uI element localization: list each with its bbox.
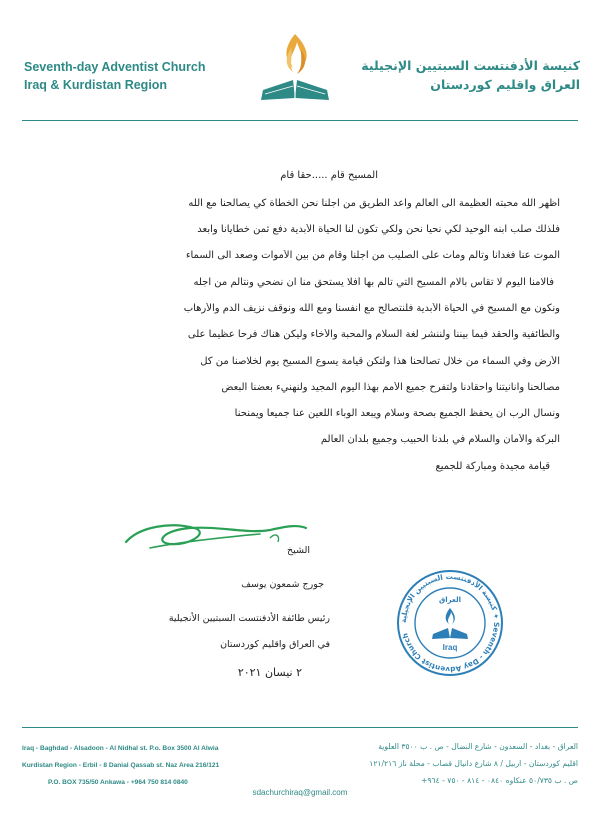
signatory-title: رئيس طائفة الأدفنتست السبتيين الأنجيلية: [168, 613, 330, 624]
handwritten-signature-icon: [120, 512, 310, 562]
footer-email-link[interactable]: sdachurchiraq@gmail.com: [252, 788, 348, 797]
letter-line: والطائفية والحقد فيما بيننا ولننشر لغة السلام والمحبة والأخاء وليكن هناك فرحا عظيما على: [187, 329, 560, 340]
letter-line: فألامنا اليوم لا تقاس بالام المسيح التي تألم بها أفلا يستحق منا ان نضحي ونتألم من اجله: [193, 277, 554, 288]
church-logo-icon: [255, 28, 335, 108]
letter-line: أظهر الله محبته العظيمة الى العالم وأعد الطريق من اجلنا نحن الخطاة كي يصالحنا مع الله: [188, 198, 560, 209]
church-stamp-icon: [395, 568, 505, 678]
header-region-en: Iraq & Kurdistan Region: [24, 78, 168, 92]
letter-line: الموت عنا فغدانا وتألم ومات على الصليب من اجلنا وقام من بين الأموات وصعد الى السماء: [185, 250, 560, 261]
footer-address-en-1: Iraq - Baghdad - Alsadoon - Al Nidhal st. P.o. Box 3500 Al Alwia: [22, 745, 219, 752]
stamp-inner-bottom: Iraq: [442, 643, 458, 652]
letter-line: مصالحنا وانانيتنا واحقادنا ولتفرح جميع الأمم بهذا اليوم المجيد ولنهنيء بعضنا البعض: [221, 382, 560, 393]
footer-divider: [22, 727, 578, 728]
footer-address-ar-2: اقليم كوردستان - اربيل / ٨ شارع دانيال قصاب - محلة ناز ١٢١/٢١٦: [369, 759, 578, 768]
header-english-block: [24, 58, 234, 94]
header-church-name-en: Seventh-day Adventist Church: [24, 60, 206, 74]
footer-arabic-address: [318, 738, 578, 789]
svg-text:كنيسة الأدفنتست السبتيين الإنج: [399, 572, 501, 674]
letter-line: فلذلك صلب ابنه الوحيد لكي نحيا نحن ولكي تكون لنا الحياة الأبدية دفع ثمن خطايانا وابعد: [197, 224, 560, 235]
footer-english-address: [22, 740, 282, 791]
letter-line: البركة والأمان والسلام في بلدنا الحبيب وجميع بلدان العالم: [320, 434, 560, 445]
header-arabic-block: [350, 56, 580, 94]
header-church-name-ar: كنيسة الأدفنتست السبتيين الإنجيلية: [361, 58, 580, 73]
letter-closing: قيامة مجيدة ومباركة للجميع: [435, 461, 550, 472]
stamp-ring-text: كنيسة الأدفنتست السبتيين الإنجيلية ✦ Seventh - Day Adventist Church: [398, 571, 502, 675]
signatory-honorific: الشيخ: [286, 545, 310, 556]
footer-address-en-2: Kurdistan Region - Erbil - 8 Danial Qassab st. Naz Area 216/121: [22, 762, 220, 769]
letter-line: ونكون مع المسيح في الحياة الأبدية فلنتصالح مع انفسنا ومع الله ونوقف نزيف الدم والأرهاب: [183, 303, 560, 314]
letter-date: ٢ نيسان ٢٠٢١: [237, 666, 302, 679]
letter-title: المسيح قام .....حقا قام: [280, 170, 378, 181]
stamp-inner-top: العراق: [439, 596, 461, 604]
footer-address-en-3: P.O. BOX 735/50 Ankawa - +964 750 814 0840: [48, 779, 188, 786]
footer-address-ar-1: العراق - بغداد - السعدون - شارع النضال - ص . ب ٣٥٠٠ العلوية: [378, 742, 578, 751]
letter-line: ونسأل الرب ان يحفظ الجميع بصحة وسلام ويبعد الوباء اللعين عنا جميعا ويمنحنا: [234, 408, 560, 419]
footer-address-ar-3: ص . ب ٥٠/٧٣٥ عنكاوه ٠٨٤٠ - ٨١٤ - ٧٥٠ - ٩٦٤+: [421, 776, 578, 785]
signatory-name: جورج شمعون يوسف: [241, 579, 324, 590]
signatory-region: في العراق واقليم كوردستان: [220, 639, 330, 650]
header-region-ar: العراق واقليم كوردستان: [430, 77, 580, 92]
header-divider: [22, 120, 578, 121]
letter-line: الأرض وفي السماء من خلال تصالحنا هذا ولتكن قيامة يسوع المسيح يوم لخلاصنا من كل: [200, 356, 560, 367]
